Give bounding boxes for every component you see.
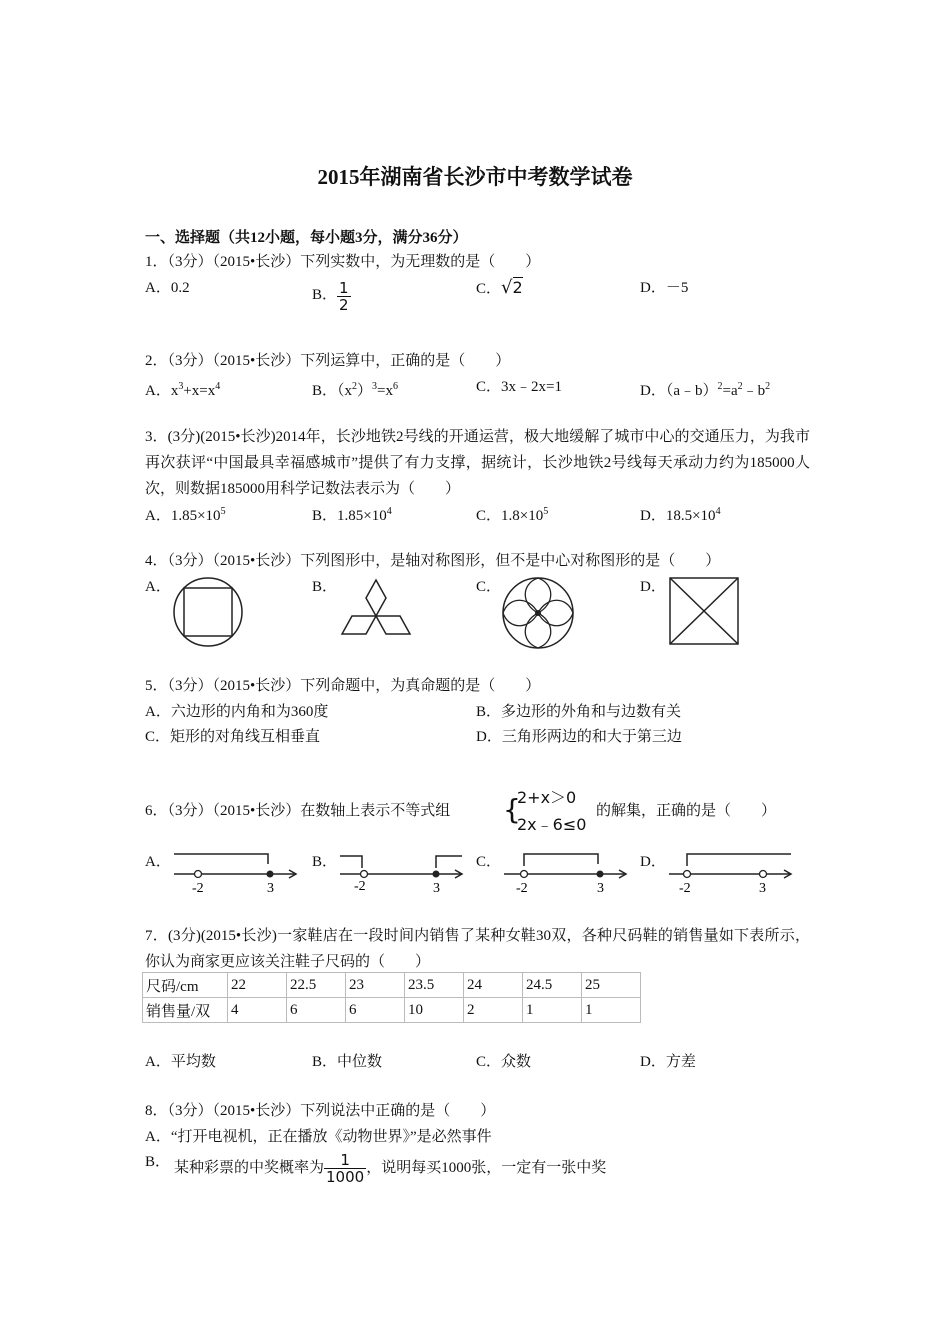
q1-option-b-label: B．: [312, 286, 338, 303]
q7-option-a: A．平均数: [145, 1054, 216, 1070]
table-cell: 22: [228, 973, 287, 998]
q6-option-c: C．: [476, 854, 502, 870]
fraction-denominator: 2: [339, 296, 349, 314]
q6-option-b: B．: [312, 854, 338, 870]
brace-icon: {: [503, 793, 521, 826]
tick-label-left: -2: [354, 879, 366, 894]
q7-option-b: B．中位数: [312, 1054, 383, 1070]
q1-option-c: [476, 278, 523, 299]
number-line-c: [502, 850, 632, 894]
q8-option-b-pre: 某种彩票的中奖概率为: [174, 1159, 325, 1176]
q4-option-c: C．: [476, 579, 502, 595]
table-cell: 尺码/cm: [143, 973, 228, 998]
sqrt-icon: √: [501, 277, 513, 298]
q2-option-d: D．$(a﹣b)^2=a^2﹣b^2$: [640, 381, 771, 399]
table-cell: 2: [464, 998, 523, 1023]
q3-option-d: D．$18.5\times 10^4$: [640, 506, 721, 524]
q3-option-d-label: D．: [640, 508, 666, 524]
table-row: [143, 973, 641, 998]
q4-stem: 4．（3分）（2015•长沙）下列图形中，是轴对称图形，但不是中心对称图形的是（ ）: [145, 553, 721, 569]
tick-label-right: 3: [267, 881, 274, 896]
table-cell: 4: [228, 998, 287, 1023]
q8-option-b-post: ，说明每买1000张，一定有一张中奖: [366, 1159, 607, 1176]
q8-option-b-label: B．: [145, 1154, 171, 1170]
page-title: 2015年湖南省长沙市中考数学试卷: [317, 165, 633, 189]
q1-option-d: D．－5: [640, 280, 689, 296]
fraction-denominator: 1000: [326, 1168, 365, 1186]
table-cell: 6: [287, 998, 346, 1023]
q2-option-c: C．3x﹣2x=1: [476, 379, 562, 395]
q1-option-c-label: C．: [476, 281, 502, 297]
tick-label-left: -2: [192, 881, 204, 896]
number-line-b: [338, 850, 468, 894]
table-cell: 10: [405, 998, 464, 1023]
q1-stem: 1．（3分）（2015•长沙）下列实数中，为无理数的是（ ）: [145, 254, 541, 270]
q3-option-b: B．$1.85\times 10^4$: [312, 506, 392, 524]
q2-option-b-label: B．: [312, 383, 338, 399]
table-cell: 25: [582, 973, 641, 998]
q7-stem: 7．(3分)(2015•长沙)一家鞋店在一段时间内销售了某种女鞋30双，各种尺码鞋的销售量如下表所示，你认为商家更应该关注鞋子尺码的（ ）: [145, 928, 810, 970]
tick-label-right: 3: [597, 881, 604, 896]
q3-option-a-label: A．: [145, 508, 171, 524]
table-cell: 销售量/双: [143, 998, 228, 1023]
three-rhombus-figure: [338, 578, 414, 644]
q5-option-b: B．多边形的外角和与边数有关: [476, 704, 682, 720]
fraction-numerator: 1: [324, 1152, 366, 1169]
q4-option-b: B．: [312, 579, 338, 595]
q2-option-a: A．$x^3+x=x^4$: [145, 381, 221, 399]
fraction-one-half: [337, 280, 351, 313]
fraction-numerator: 1: [339, 279, 349, 297]
table-cell: 6: [346, 998, 405, 1023]
section-heading: 一、选择题（共12小题，每小题3分，满分36分）: [145, 230, 468, 246]
tick-label-right: 3: [433, 881, 440, 896]
q6-option-a: A．: [145, 854, 171, 870]
q6-stem-pre: 6．（3分）（2015•长沙）在数轴上表示不等式组: [145, 803, 451, 819]
q3-option-b-label: B．: [312, 508, 338, 524]
sqrt-radicand: 2: [512, 278, 523, 297]
table-cell: 23.5: [405, 973, 464, 998]
q5-option-c: C．矩形的对角线互相垂直: [145, 729, 321, 745]
q7-option-d: D．方差: [640, 1054, 696, 1070]
number-line-d: [667, 850, 797, 894]
tick-label-left: -2: [679, 881, 691, 896]
q6-option-d: D．: [640, 854, 666, 870]
q3-option-c: C．$1.8\times 10^5$: [476, 506, 549, 524]
table-row: [143, 998, 641, 1023]
q5-stem: 5．（3分）（2015•长沙）下列命题中，为真命题的是（ ）: [145, 678, 541, 694]
q8-stem: 8．（3分）（2015•长沙）下列说法中正确的是（ ）: [145, 1103, 496, 1119]
table-cell: 1: [523, 998, 582, 1023]
square-diagonals-figure: [668, 576, 740, 646]
size-sales-table: [142, 972, 641, 1023]
fraction-one-thousandth: [324, 1152, 366, 1185]
table-cell: 24.5: [523, 973, 582, 998]
inequality-1: 2+x＞0: [517, 788, 577, 807]
q3-option-a: A．$1.85\times 10^5$: [145, 506, 226, 524]
circle-square-figure: [172, 576, 244, 648]
four-petal-circle-figure: [501, 576, 575, 650]
table-cell: 1: [582, 998, 641, 1023]
table-cell: 23: [346, 973, 405, 998]
q6-stem-post: 的解集，正确的是（ ）: [596, 803, 777, 819]
q1-option-a: A．0.2: [145, 280, 190, 296]
q3-stem: 3．(3分)(2015•长沙)2014年，长沙地铁2号线的开通运营，极大地缓解了城市中心的交通压力，为我市再次获评“中国最具幸福感城市”提供了有力支撑，据统计，长沙地铁2号线每天承动力约为185000人次，则数据185000用科学记数法表示为（ ）: [145, 429, 810, 497]
q1-option-b: [312, 278, 351, 313]
q2-option-d-label: D．: [640, 383, 666, 399]
number-line-a: [172, 850, 302, 894]
q8-option-a: A．“打开电视机，正在播放《动物世界》”是必然事件: [145, 1129, 492, 1145]
tick-label-left: -2: [516, 881, 528, 896]
table-cell: 22.5: [287, 973, 346, 998]
q2-option-b: B．$(x^2)^3=x^6$: [312, 381, 399, 399]
q8-option-b: [174, 1152, 606, 1185]
q3-option-c-label: C．: [476, 508, 502, 524]
q5-option-d: D．三角形两边的和大于第三边: [476, 729, 682, 745]
tick-label-right: 3: [759, 881, 766, 896]
q4-option-a: A．: [145, 579, 171, 595]
q4-option-d: D．: [640, 579, 666, 595]
inequality-2: 2x﹣6≤0: [517, 815, 587, 834]
q2-stem: 2．（3分）（2015•长沙）下列运算中，正确的是（ ）: [145, 353, 511, 369]
table-cell: 24: [464, 973, 523, 998]
q7-option-c: C．众数: [476, 1054, 532, 1070]
q2-option-a-label: A．: [145, 383, 171, 399]
q5-option-a: A．六边形的内角和为360度: [145, 704, 329, 720]
